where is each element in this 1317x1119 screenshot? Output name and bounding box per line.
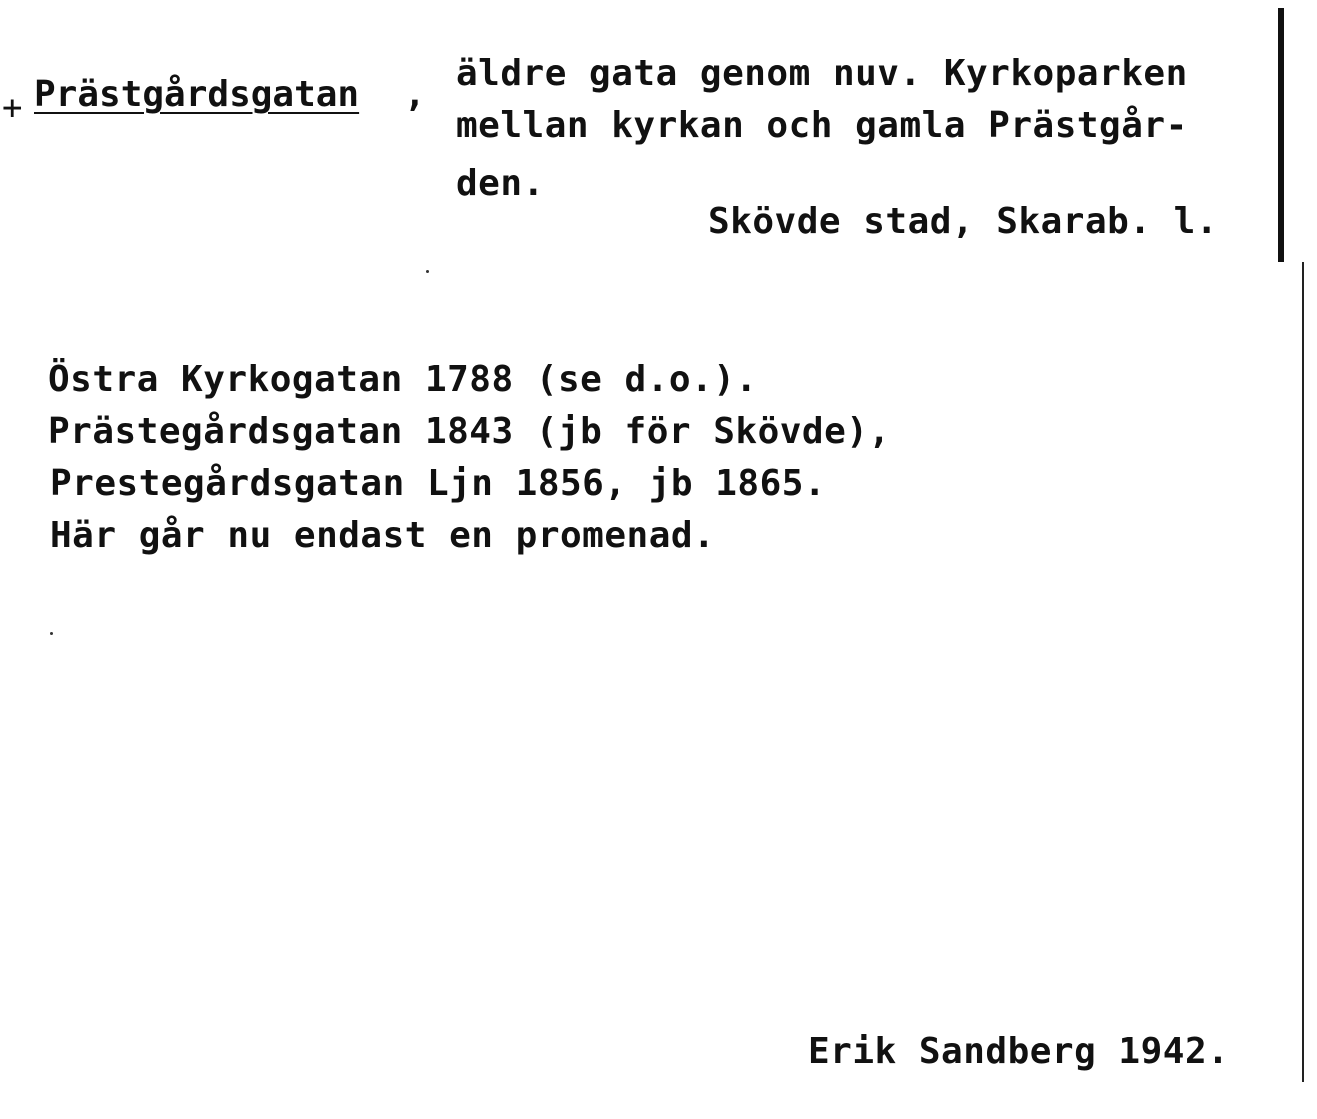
card-edge-line	[1302, 262, 1304, 1082]
body-line-1: Östra Kyrkogatan 1788 (se d.o.).	[48, 359, 758, 400]
location-line: Skövde stad, Skarab. l.	[708, 201, 1218, 242]
body-line-3: Prestegårdsgatan Ljn 1856, jb 1865.	[50, 463, 827, 504]
card-edge-shadow	[1278, 8, 1284, 262]
definition-line-1: äldre gata genom nuv. Kyrkoparken	[456, 53, 1188, 94]
headword-comma: ,	[404, 74, 426, 115]
signature: Erik Sandberg 1942.	[808, 1031, 1230, 1072]
definition-line-3: den.	[456, 163, 545, 204]
ink-speck	[50, 632, 53, 635]
body-line-4: Här går nu endast en promenad.	[50, 515, 716, 556]
ink-speck	[426, 270, 429, 273]
body-line-2: Prästegårdsgatan 1843 (jb för Skövde),	[48, 411, 891, 452]
entry-marker: +	[2, 88, 23, 128]
definition-line-2: mellan kyrkan och gamla Prästgår-	[456, 105, 1188, 146]
entry-headword: Prästgårdsgatan	[34, 74, 360, 115]
